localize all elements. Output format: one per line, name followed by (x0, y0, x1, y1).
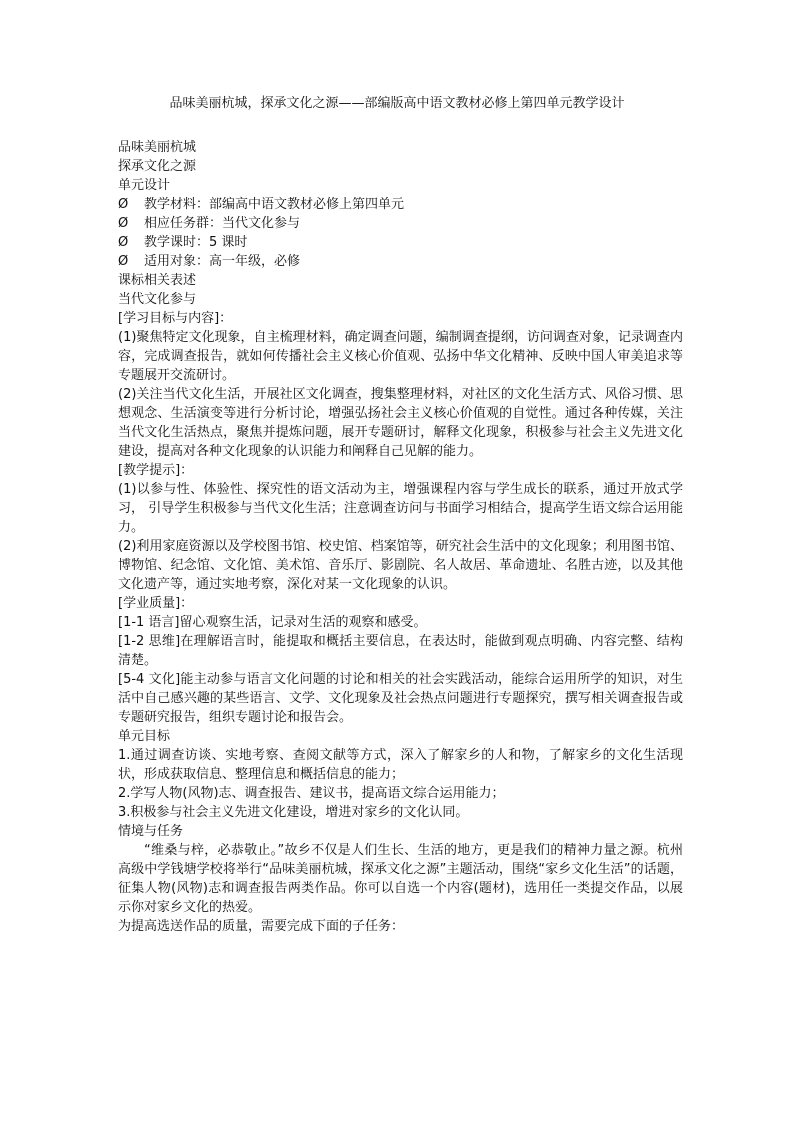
paragraph-tishi-2: (2)利用家庭资源以及学校图书馆、校史馆、档案馆等，研究社会生活中的文化现象；利用图书馆、博物馆、纪念馆、文化馆、美术馆、音乐厅、影剧院、名人故居、革命遗址、名胜古迹，以及其他文化遗产等，通过实地考察，深化对某一文化现象的认识。 (118, 539, 683, 592)
paragraph-tishi-1: (1)以参与性、体验性、探究性的语文活动为主，增强课程内容与学生成长的联系，通过开放式学习， 引导学生积极参与当代文化生活；注意调查访问与书面学习相结合，提高学生语文综合运用能力。 (118, 482, 683, 535)
bullet-text: 适用对象：高一年级，必修 (144, 254, 301, 269)
paragraph-zhiliang-1: [1-1 语言]留心观察生活，记录对生活的观察和感受。 (118, 615, 427, 630)
paragraph-qingjing: “维桑与梓，必恭敬止。”故乡不仅是人们生长、生活的地方，更是我们的精神力量之源。杭州高级中学钱塘学校将举行“品味美丽杭城，探承文化之源”主题活动，围绕“家乡文化生活”的话题，征集人物(风物)志和调查报告两类作品。你可以自选一个内容(题材)，选用任一类提交作品，以展示你对家乡文化的热爱。 (118, 843, 683, 915)
bullet-item (118, 252, 683, 271)
bullet-item (118, 214, 683, 233)
label-tishi: [教学提示]： (118, 463, 194, 478)
paragraph-last-line: 为提高选送作品的质量，需要完成下面的子任务： (118, 919, 405, 934)
paragraph-zhiliang-2: [1-2 思维]在理解语言时，能提取和概括主要信息，在表达时，能做到观点明确、内容完整、结构清楚。 (118, 634, 683, 668)
heading-unit-design: 单元设计 (118, 178, 171, 193)
document-title: 品味美丽杭城，探承文化之源——部编版高中语文教材必修上第四单元教学设计 (169, 96, 625, 111)
heading-pinwei: 品味美丽杭城 (118, 140, 197, 155)
bullet-symbol-icon: Ø (118, 197, 129, 212)
bullet-text: 教学材料：部编高中语文教材必修上第四单元 (144, 197, 405, 212)
paragraph-xuexi-2: (2)关注当代文化生活，开展社区文化调查，搜集整理材料，对社区的文化生活方式、风俗习惯、思想观念、生活演变等进行分析讨论，增强弘扬社会主义核心价值观的自觉性。通过各种传媒，关注当代文化生活热点，聚焦并提炼问题，展开专题研讨，解释文化现象，积极参与社会主义先进文化建设，提高对各种文化现象的认识能力和阐释自己见解的能力。 (118, 387, 683, 459)
label-xuexi: [学习目标与内容]： (118, 311, 233, 326)
bullet-text: 教学课时：5 课时 (144, 235, 248, 250)
heading-tancheng: 探承文化之源 (118, 159, 197, 174)
bullet-text: 相应任务群：当代文化参与 (144, 216, 301, 231)
subheading-dangdai: 当代文化参与 (118, 292, 197, 307)
paragraph-mubiao-3: 3.积极参与社会主义先进文化建设，增进对家乡的文化认同。 (118, 805, 469, 820)
label-zhiliang: [学业质量]： (118, 596, 194, 611)
bullet-symbol-icon: Ø (118, 235, 129, 250)
paragraph-xuexi-1: (1)聚焦特定文化现象，自主梳理材料，确定调查问题，编制调查提纲，访问调查对象，记录调查内容，完成调查报告，就如何传播社会主义核心价值观、弘扬中华文化精神、反映中国人审美追求等专题展开交流研讨。 (118, 330, 683, 383)
paragraph-mubiao-2: 2.学写人物(风物)志、调查报告、建议书，提高语文综合运用能力； (118, 786, 505, 801)
heading-qingjing: 情境与任务 (118, 824, 184, 839)
paragraph-zhiliang-3: [5-4 文化]能主动参与语言文化问题的讨论和相关的社会实践活动，能综合运用所学的知识，对生活中自己感兴趣的某些语言、文学、文化现象及社会热点问题进行专题探究，撰写相关调查报告或专题研究报告，组织专题讨论和报告会。 (118, 672, 683, 725)
bullet-symbol-icon: Ø (118, 254, 129, 269)
bullet-symbol-icon: Ø (118, 216, 129, 231)
heading-mubiao: 单元目标 (118, 729, 171, 744)
heading-kebiao: 课标相关表述 (118, 273, 197, 288)
bullet-item (118, 195, 683, 214)
paragraph-mubiao-1: 1.通过调查访谈、实地考察、查阅文献等方式，深入了解家乡的人和物，了解家乡的文化生活现状，形成获取信息、整理信息和概括信息的能力； (118, 748, 683, 782)
bullet-item (118, 233, 683, 252)
document-body (118, 138, 683, 936)
